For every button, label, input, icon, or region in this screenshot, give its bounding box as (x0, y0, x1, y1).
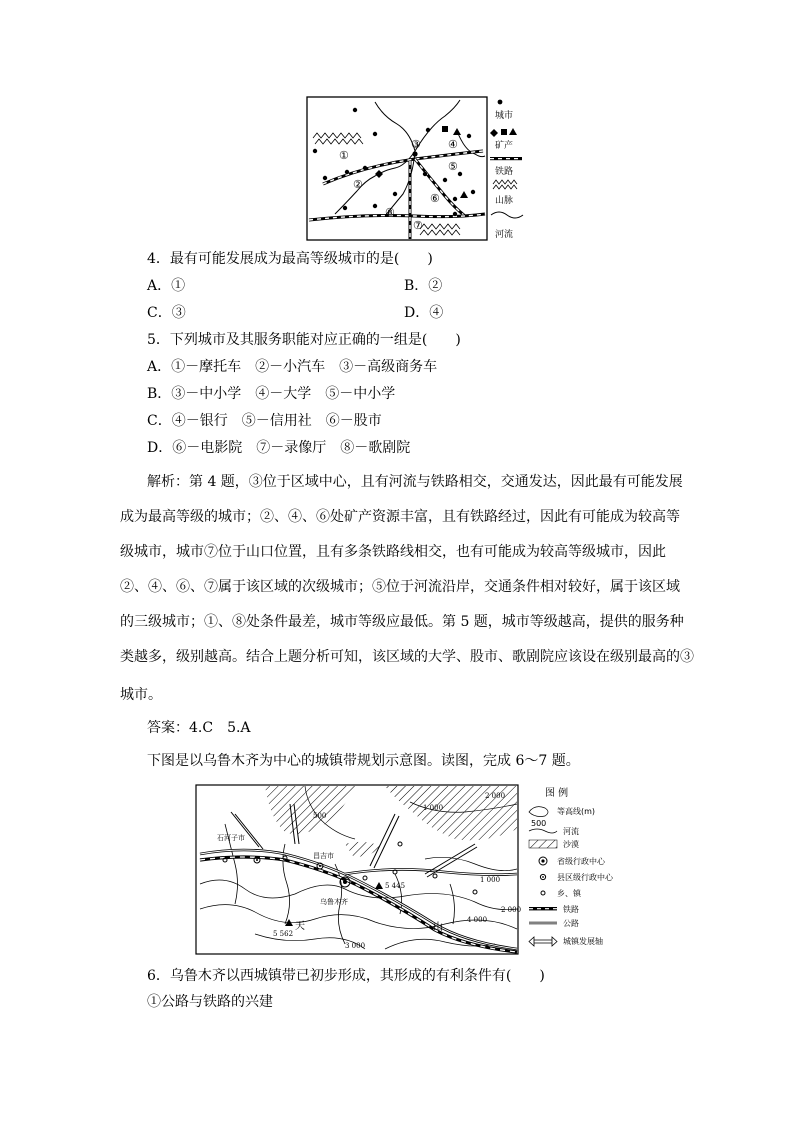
place-changji: 昌吉市 (313, 852, 334, 860)
contour-2000-b: 2 000 (501, 906, 522, 914)
q4-option-c[interactable]: C．③ (147, 305, 186, 321)
urumqi-map (195, 784, 635, 956)
intro-line: 下图是以乌鲁木齐为中心的城镇带规划示意图。读图，完成 6～7 题。 (147, 753, 580, 769)
peak-5445: 5 445 (385, 882, 406, 890)
legend-provincial: 省级行政中心 (557, 857, 605, 866)
legend-town: 乡、镇 (557, 889, 581, 898)
contour-2000-a: 2 000 (485, 792, 506, 800)
city-label-6: ⑥ (430, 192, 440, 205)
answer-line: 答案：4.C 5.A (147, 720, 251, 736)
contour-3000: 3 000 (345, 942, 366, 950)
peak-5562: 5 562 (273, 930, 294, 938)
analysis-line-5: 的三级城市；①、⑧处条件最差，城市等级应最低。第 5 题，城市等级越高，提供的服务种 (120, 614, 684, 630)
contour-1000-a: 1 000 (423, 804, 444, 812)
city-label-7: ⑦ (413, 219, 423, 232)
legend-title: 图 例 (545, 788, 569, 799)
q5-option-b[interactable]: B．③－中小学 ④－大学 ⑤－中小学 (147, 386, 396, 402)
city-label-8: ⑧ (385, 206, 395, 219)
q6-item-1: ①公路与铁路的兴建 (147, 994, 273, 1010)
q5-option-c[interactable]: C．④－银行 ⑤－信用社 ⑥－股市 (147, 413, 382, 429)
analysis-line-6: 类越多，级别越高。结合上题分析可知，该区域的大学、股市、歌剧院应该设在级别最高的③ (120, 649, 694, 665)
legend-mineral: 矿产 (495, 141, 514, 151)
place-shan: 山 (433, 922, 443, 933)
legend-highway: 公路 (563, 919, 579, 928)
q5-stem: 5．下列城市及其服务职能对应正确的一组是( ) (147, 332, 461, 348)
analysis-line-4: ②、④、⑥、⑦属于该区域的次级城市；⑤位于河流沿岸，交通条件相对较好，属于该区域 (120, 579, 680, 595)
urumqi-map-svg (195, 784, 635, 956)
region-map-svg (305, 96, 535, 244)
legend-map2-railway: 铁路 (563, 905, 579, 914)
legend-map2-river: 河流 (563, 827, 579, 836)
legend-river: 河流 (495, 230, 514, 240)
legend-county: 县区级行政中心 (557, 873, 613, 882)
q4-option-a[interactable]: A．① (147, 278, 186, 294)
q4-option-d[interactable]: D．④ (404, 305, 444, 321)
analysis-line-7: 城市。 (120, 687, 162, 703)
region-map (305, 96, 535, 244)
city-label-5: ⑤ (448, 160, 458, 173)
analysis-line-1: 解析：第 4 题，③位于区域中心，且有河流与铁路相交，交通发达，因此最有可能发展 (147, 474, 683, 490)
place-tian: 天 (295, 921, 305, 932)
place-shihezi: 石河子市 (217, 834, 245, 842)
legend-axis: 城镇发展轴 (563, 937, 603, 946)
city-label-3: ③ (411, 138, 421, 151)
legend-contour-sample: 500 (531, 819, 547, 828)
q5-option-a[interactable]: A．①－摩托车 ②－小汽车 ③－高级商务车 (147, 359, 438, 375)
q4-stem: 4．最有可能发展成为最高等级城市的是( ) (147, 251, 433, 267)
city-label-4: ④ (448, 138, 458, 151)
legend-railway: 铁路 (495, 167, 514, 177)
map1-legend (490, 100, 523, 240)
contour-4000: 4 000 (467, 916, 488, 924)
contour-500: 500 (313, 812, 327, 820)
city-label-1: ① (339, 149, 349, 162)
analysis-line-2: 成为最高等级的城市；②、④、⑥处矿产资源丰富，且有铁路经过，因此有可能成为较高等 (120, 509, 680, 525)
analysis-line-3: 级城市，城市⑦位于山口位置，且有多条铁路线相交，也有可能成为较高等级城市，因此 (120, 544, 666, 560)
legend-city: 城市 (495, 111, 514, 121)
q5-option-d[interactable]: D．⑥－电影院 ⑦－录像厅 ⑧－歌剧院 (147, 440, 411, 456)
legend-desert: 沙漠 (563, 840, 579, 849)
contour-1000-b: 1 000 (480, 876, 501, 884)
map2-legend (529, 786, 614, 946)
legend-mountain: 山脉 (495, 196, 514, 206)
place-urumqi: 乌鲁木齐 (320, 898, 348, 906)
q6-stem: 6．乌鲁木齐以西城镇带已初步形成，其形成的有利条件有( ) (147, 968, 545, 984)
legend-contour: 等高线(m) (557, 807, 596, 816)
city-label-2: ② (353, 178, 363, 191)
q4-option-b[interactable]: B．② (404, 278, 443, 294)
